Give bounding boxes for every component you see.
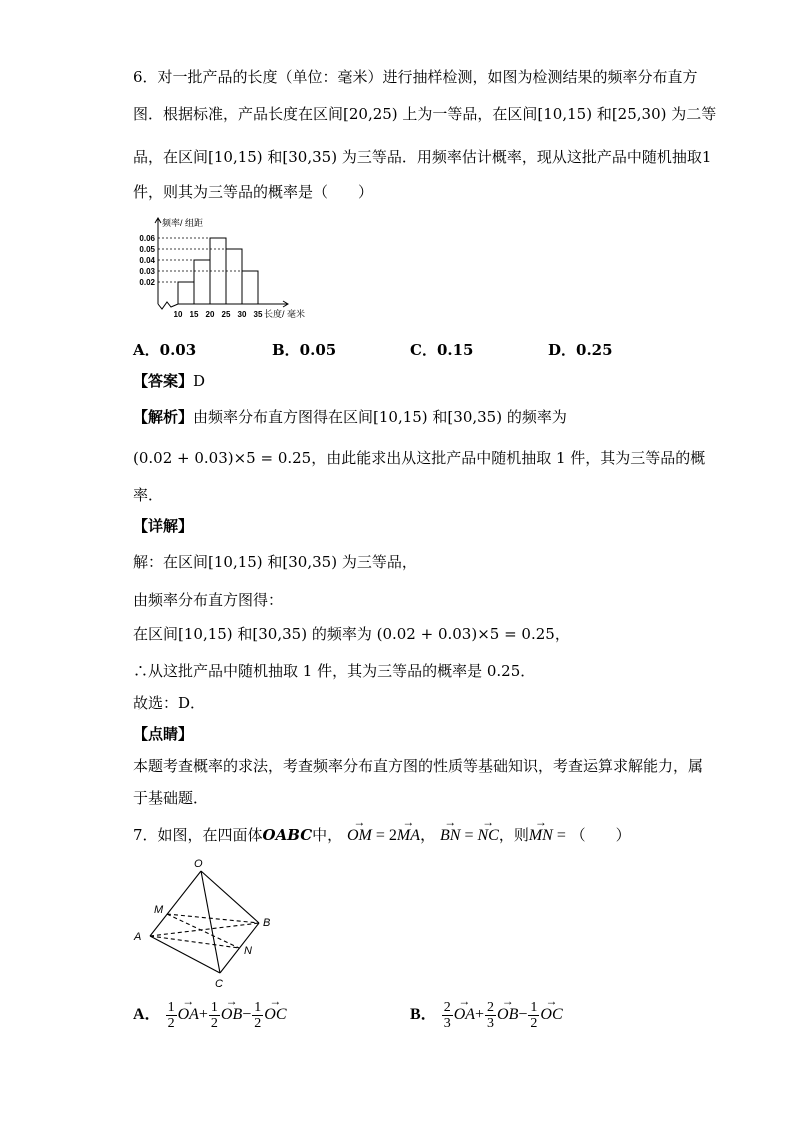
- histogram-bar: [178, 282, 194, 304]
- label-n: N: [244, 945, 252, 957]
- q6-option-a: A．0.03: [133, 341, 197, 359]
- label-m: M: [154, 904, 164, 916]
- analysis-line-3: 率．: [133, 486, 164, 504]
- q7-then: ，则: [498, 826, 529, 844]
- x-tick-label: 35: [253, 310, 263, 319]
- q7-option-b-label: B．: [410, 1006, 437, 1024]
- edge-oc: [201, 871, 220, 973]
- edge-ac: [150, 936, 220, 973]
- edge-bc: [220, 923, 259, 973]
- vec-oc: → OC: [264, 1006, 286, 1024]
- q7-eq2-rhs: → NC: [477, 827, 498, 845]
- x-tick-label: 30: [237, 310, 247, 319]
- y-tick-label: 0.04: [139, 256, 155, 265]
- vec-oc: → OC: [540, 1006, 562, 1024]
- q7-option-a-label: A．: [133, 1006, 161, 1024]
- q6-line-4: 件，则其为三等品的概率是（ ）: [133, 183, 374, 201]
- q6-option-b: B．0.05: [272, 341, 337, 359]
- y-tick-label: 0.05: [139, 245, 155, 254]
- histogram-bar: [194, 260, 210, 304]
- q6-line-2: 图．根据标准，产品长度在区间[20,25) 上为一等品，在区间[10,15) 和[25,30) 为二等: [133, 105, 717, 123]
- q7-tetra-name: OABC: [262, 826, 313, 844]
- vec-ob: → OB: [497, 1006, 518, 1024]
- label-a: A: [134, 931, 142, 943]
- histogram-bar: [242, 271, 258, 304]
- segment-mn: [167, 914, 239, 948]
- vec-oa: → OA: [454, 1006, 475, 1024]
- q7-blank: （ ）: [570, 826, 631, 844]
- detail-line-3: 在区间[10,15) 和[30,35) 的频率为 (0.02 + 0.03)×5 = 0.25，: [133, 625, 570, 643]
- q7-question: 7．如图，在四面体OABC中， → OM = 2→ MA， → BN = → NC，则→ MN = （ ）: [133, 822, 631, 845]
- analysis-line-1: [133, 406, 567, 427]
- q7-eq1-lhs: → OM: [347, 827, 372, 845]
- q6-line-3: 品，在区间[10,15) 和[30,35) 为三等品．用频率估计概率，现从这批产品中随机抽取1: [133, 148, 712, 166]
- y-axis-label: 频率/ 组距: [162, 218, 204, 228]
- x-tick-label: 20: [205, 310, 215, 319]
- tetrahedron-figure: [128, 853, 288, 993]
- q6-option-d: D．0.25: [548, 341, 613, 359]
- vec-oa: → OA: [178, 1006, 199, 1024]
- comment-line-1: 本题考查概率的求法，考查频率分布直方图的性质等基础知识，考查运算求解能力，属: [133, 757, 704, 775]
- x-tick-label: 10: [173, 310, 183, 319]
- edge-ab: [150, 923, 259, 936]
- x-tick-label: 25: [221, 310, 231, 319]
- q7-target: → MN: [529, 827, 553, 845]
- analysis-text-1: 由频率分布直方图得在区间[10,15) 和[30,35) 的频率为: [193, 408, 567, 426]
- answer-line: [133, 370, 205, 391]
- q7-option-b: B． $\frac{2}{3}$ → OA+ $\frac{2}{3}$ → OB− $\frac{1}{2}$ → OC: [410, 1000, 563, 1031]
- y-tick-label: 0.06: [139, 234, 155, 243]
- q7-mid: 中，: [312, 826, 343, 844]
- y-tick-label: 0.02: [139, 278, 155, 287]
- q7-eq2-lhs: → BN: [440, 827, 460, 845]
- q7-eq1-coef: 2: [388, 827, 397, 844]
- q6-option-c: C．0.15: [410, 341, 474, 359]
- y-tick-label: 0.03: [139, 267, 155, 276]
- detail-line-5: 故选：D．: [133, 694, 206, 712]
- answer-value: D: [193, 372, 206, 390]
- label-c: C: [215, 978, 223, 990]
- label-b: B: [263, 917, 271, 929]
- frequency-histogram: [130, 212, 330, 322]
- analysis-tag: 【解析】: [133, 408, 194, 426]
- analysis-line-2: (0.02 + 0.03)×5 = 0.25，由此能求出从这批产品中随机抽取 1 件，其为三等品的概: [133, 449, 706, 467]
- q7-option-a: A． $\frac{1}{2}$ → OA+ $\frac{1}{2}$ → OB− $\frac{1}{2}$ → OC: [133, 1000, 287, 1031]
- detail-tag: 【详解】: [133, 517, 194, 535]
- detail-line-2: 由频率分布直方图得：: [133, 591, 284, 609]
- vec-ob: → OB: [221, 1006, 242, 1024]
- detail-line-1: 解：在区间[10,15) 和[30,35) 为三等品，: [133, 553, 417, 571]
- label-o: O: [194, 858, 203, 870]
- x-tick-label: 15: [189, 310, 199, 319]
- answer-tag: 【答案】: [133, 372, 194, 390]
- detail-line-4: ∴从这批产品中随机抽取 1 件，其为三等品的概率是 0.25．: [133, 662, 536, 680]
- histogram-bar: [226, 249, 242, 304]
- comment-line-2: 于基础题．: [133, 789, 209, 807]
- q7-prefix: 7．如图，在四面体: [133, 826, 263, 844]
- comment-tag: 【点睛】: [133, 725, 194, 743]
- q6-line-1: 6．对一批产品的长度（单位：毫米）进行抽样检测，如图为检测结果的频率分布直方: [133, 68, 698, 86]
- q7-eq1-rhs: → MA: [397, 827, 420, 845]
- x-axis-label: 长度/ 毫米: [264, 309, 306, 319]
- segment-mb: [167, 914, 259, 923]
